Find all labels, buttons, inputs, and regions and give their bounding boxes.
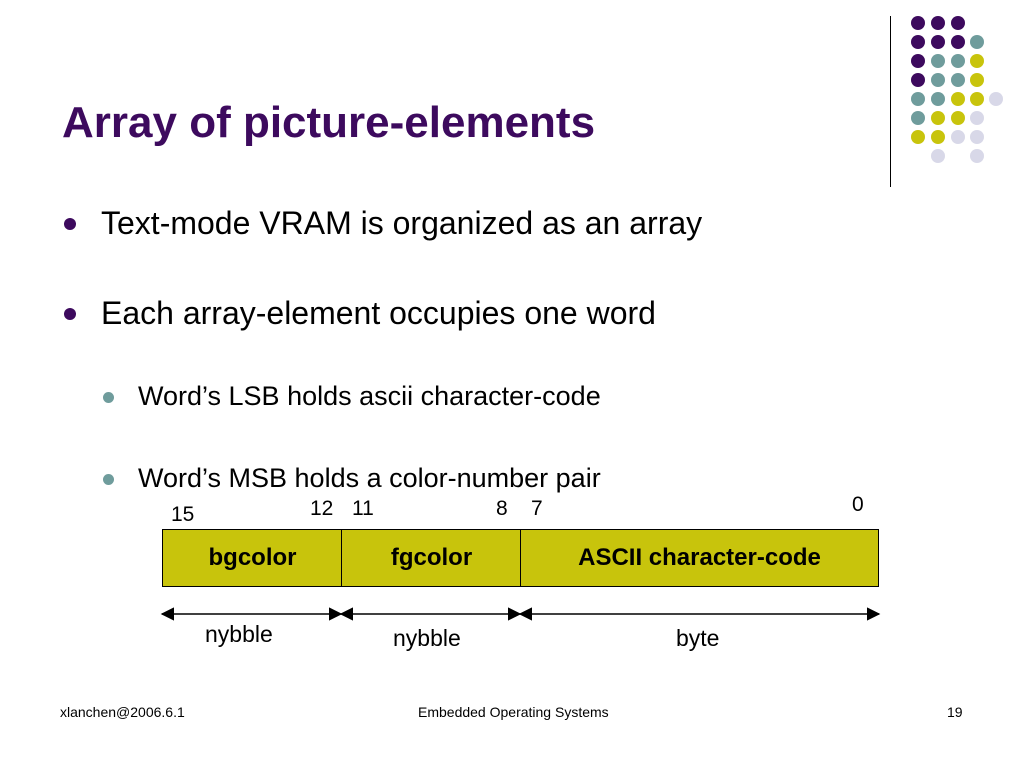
footer-author: xlanchen@2006.6.1 [60, 704, 185, 720]
bit-number-7: 7 [531, 497, 543, 520]
bit-number-8: 8 [496, 497, 508, 520]
sub-bullet-text: Word’s LSB holds ascii character-code [138, 381, 601, 411]
nybble-label: nybble [205, 621, 273, 647]
bullet-text: Text-mode VRAM is organized as an array [101, 205, 703, 241]
byte-label: byte [676, 625, 720, 651]
fgcolor-field: fgcolor [341, 529, 522, 587]
sub-bullet-text: Word’s MSB holds a color-number pair [138, 463, 601, 493]
bit-number-12: 12 [310, 497, 334, 520]
footer-page-number: 19 [947, 704, 963, 720]
ascii-code-field: ASCII character-code [520, 529, 879, 587]
footer-course: Embedded Operating Systems [418, 704, 609, 720]
bgcolor-field: bgcolor [162, 529, 343, 587]
bit-number-15: 15 [171, 503, 195, 526]
bit-number-11: 11 [352, 497, 374, 520]
nybble-label: nybble [393, 625, 461, 651]
bullet-text: Each array-element occupies one word [101, 295, 656, 331]
bit-number-0: 0 [852, 493, 864, 516]
slide-title: Array of picture-elements [62, 98, 596, 147]
